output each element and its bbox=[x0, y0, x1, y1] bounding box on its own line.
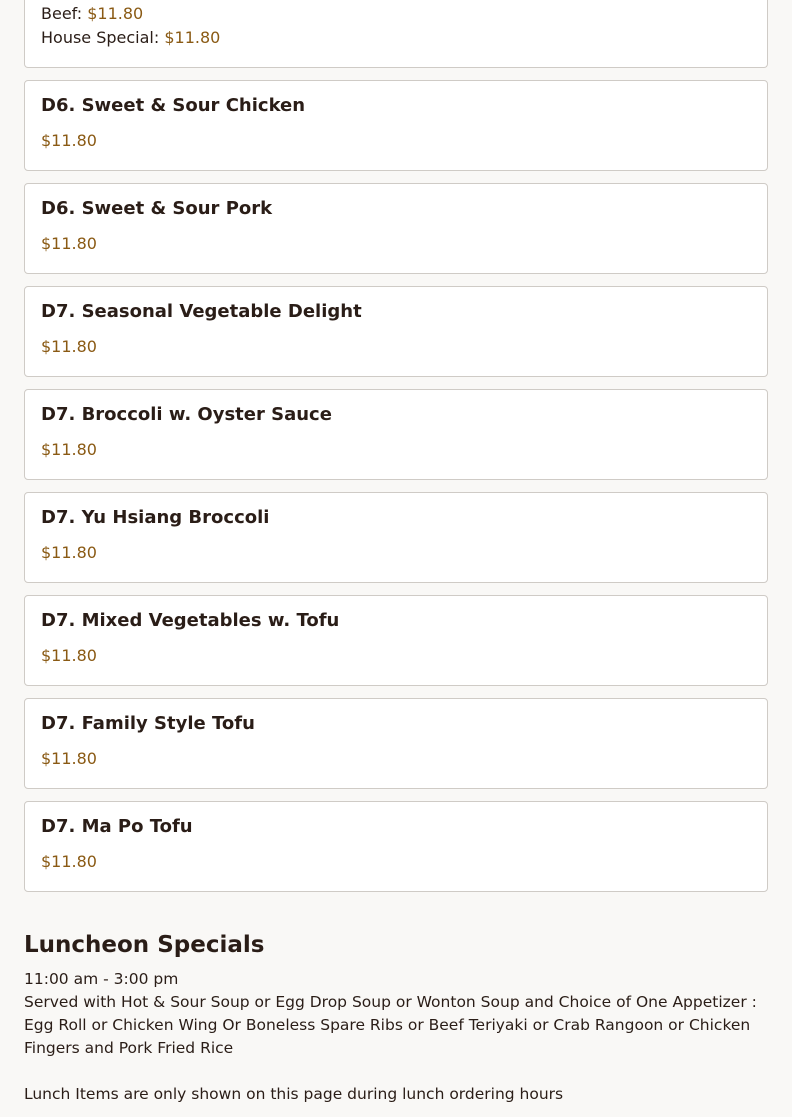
menu-item-card[interactable] bbox=[24, 0, 768, 68]
menu-item-price: $11.80 bbox=[41, 543, 97, 562]
menu-item-name: D7. Mixed Vegetables w. Tofu bbox=[41, 610, 340, 631]
luncheon-specials-section bbox=[24, 928, 768, 1106]
menu-item-card[interactable] bbox=[24, 698, 768, 789]
variant-line bbox=[41, 28, 220, 48]
menu-item-price: $11.80 bbox=[41, 749, 97, 768]
variant-label: Beef: bbox=[41, 4, 83, 23]
menu-item-price: $11.80 bbox=[41, 234, 97, 253]
lunch-hours: 11:00 am - 3:00 pm bbox=[24, 970, 179, 988]
menu-item-price: $11.80 bbox=[41, 646, 97, 665]
section-title: Luncheon Specials bbox=[24, 932, 265, 958]
menu-item-name: D7. Yu Hsiang Broccoli bbox=[41, 507, 270, 528]
menu-item-name: D7. Family Style Tofu bbox=[41, 713, 255, 734]
menu-item-name: D6. Sweet & Sour Chicken bbox=[41, 95, 306, 116]
variant-line bbox=[41, 4, 143, 24]
menu-item-card[interactable] bbox=[24, 492, 768, 583]
variant-price: $11.80 bbox=[164, 28, 221, 47]
menu-item-price: $11.80 bbox=[41, 131, 97, 150]
menu-item-price: $11.80 bbox=[41, 337, 97, 356]
section-description: Served with Hot & Sour Soup or Egg Drop Soup or Wonton Soup and Choice of One Appetizer : Egg Roll or Chicken Wing Or Boneless Spare Ribs or Beef Teriyaki or Crab Rangoon or Chicken Fingers and Pork Fried Rice bbox=[24, 993, 757, 1057]
variant-price: $11.80 bbox=[87, 4, 144, 23]
menu-item-card[interactable] bbox=[24, 389, 768, 480]
menu-item-list bbox=[24, 0, 768, 904]
menu-item-name: D7. Seasonal Vegetable Delight bbox=[41, 301, 362, 322]
menu-item-card[interactable] bbox=[24, 801, 768, 892]
lunch-availability-note: Lunch Items are only shown on this page during lunch ordering hours bbox=[24, 1085, 564, 1103]
menu-item-card[interactable] bbox=[24, 80, 768, 171]
variant-label: House Special: bbox=[41, 28, 160, 47]
menu-item-name: D7. Ma Po Tofu bbox=[41, 816, 193, 837]
menu-item-price: $11.80 bbox=[41, 852, 97, 871]
menu-item-name: D7. Broccoli w. Oyster Sauce bbox=[41, 404, 332, 425]
menu-item-card[interactable] bbox=[24, 595, 768, 686]
menu-item-card[interactable] bbox=[24, 183, 768, 274]
menu-item-card[interactable] bbox=[24, 286, 768, 377]
menu-item-price: $11.80 bbox=[41, 440, 97, 459]
menu-item-name: D6. Sweet & Sour Pork bbox=[41, 198, 273, 219]
